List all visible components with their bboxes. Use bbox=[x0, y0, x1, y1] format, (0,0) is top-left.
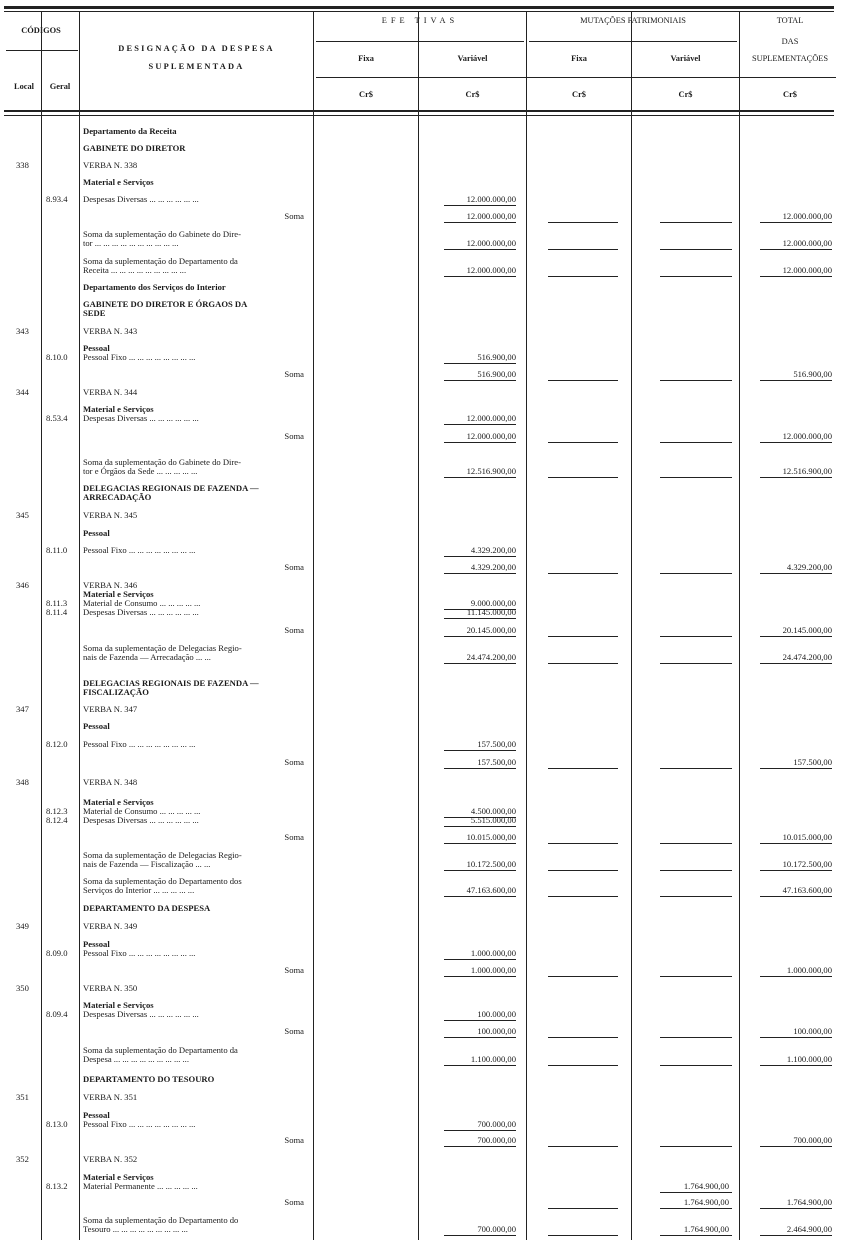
expense-description: Despesa ... ... ... ... ... ... ... ... ... bbox=[83, 1054, 189, 1064]
expense-description: ARRECADAÇÃO bbox=[83, 492, 152, 502]
code-geral: 8.10.0 bbox=[46, 352, 68, 362]
blank-underline bbox=[660, 573, 732, 574]
expense-description: Departamento da Receita bbox=[83, 126, 177, 136]
blank-underline bbox=[660, 976, 732, 977]
soma-label: Soma bbox=[284, 431, 304, 441]
expense-description: Despesas Diversas ... ... ... ... ... ... bbox=[83, 194, 199, 204]
amount-efetiva-variavel: 157.500,00 bbox=[477, 757, 516, 767]
amount-underline bbox=[760, 573, 832, 574]
amount-efetiva-variavel: 700.000,00 bbox=[477, 1135, 516, 1145]
blank-underline bbox=[660, 1065, 732, 1066]
amount-total: 24.474.200,00 bbox=[782, 652, 832, 662]
amount-underline bbox=[444, 1235, 516, 1236]
soma-label: Soma bbox=[284, 1026, 304, 1036]
amount-underline bbox=[444, 1146, 516, 1147]
amount-underline bbox=[444, 959, 516, 960]
amount-efetiva-variavel: 12.000.000,00 bbox=[466, 265, 516, 275]
top-rule bbox=[4, 6, 834, 9]
expense-description: Material de Consumo ... ... ... ... ... bbox=[83, 806, 201, 816]
amount-efetiva-variavel: 12.000.000,00 bbox=[466, 431, 516, 441]
amount-efetiva-variavel: 700.000,00 bbox=[477, 1119, 516, 1129]
expense-description: Soma da suplementação de Delegacias Regio- bbox=[83, 850, 242, 860]
blank-underline bbox=[660, 380, 732, 381]
code-geral: 8.09.0 bbox=[46, 948, 68, 958]
expense-description: Material e Serviços bbox=[83, 1172, 154, 1182]
expense-description: Tesouro ... ... ... ... ... ... ... ... ... bbox=[83, 1224, 188, 1234]
column-divider bbox=[526, 12, 527, 1240]
amount-efetiva-variavel: 47.163.600,00 bbox=[466, 885, 516, 895]
code-local: 349 bbox=[16, 921, 29, 931]
expense-description: Pessoal bbox=[83, 1110, 110, 1120]
amount-underline bbox=[444, 363, 516, 364]
blank-underline bbox=[660, 276, 732, 277]
header-designacao-line2: SUPLEMENTADA bbox=[148, 62, 245, 71]
amount-underline bbox=[444, 1065, 516, 1066]
amount-underline bbox=[660, 1235, 732, 1236]
expense-description: Pessoal bbox=[83, 939, 110, 949]
expense-description: VERBA N. 350 bbox=[83, 983, 138, 993]
header-fixa-mutacoes: Fixa bbox=[571, 54, 587, 63]
amount-total: 157.500,00 bbox=[793, 757, 832, 767]
header-codigos: CÓDIGOS bbox=[21, 26, 61, 35]
expense-description: Material e Serviços bbox=[83, 404, 154, 414]
amount-underline bbox=[444, 750, 516, 751]
expense-description: Pessoal bbox=[83, 528, 110, 538]
expense-description: Despesas Diversas ... ... ... ... ... ... bbox=[83, 1009, 199, 1019]
expense-description: Soma da suplementação do Departamento da bbox=[83, 1045, 238, 1055]
blank-underline bbox=[548, 442, 618, 443]
amount-efetiva-variavel: 20.145.000,00 bbox=[466, 625, 516, 635]
amount-total: 1.000.000,00 bbox=[786, 965, 832, 975]
amount-underline bbox=[760, 663, 832, 664]
expense-description: DEPARTAMENTO DA DESPESA bbox=[83, 903, 211, 913]
amount-underline bbox=[760, 1146, 832, 1147]
code-geral: 8.09.4 bbox=[46, 1009, 68, 1019]
expense-description: Soma da suplementação do Departamento do bbox=[83, 1215, 239, 1225]
amount-underline bbox=[760, 636, 832, 637]
expense-description: VERBA N. 346 bbox=[83, 580, 138, 590]
blank-underline bbox=[548, 276, 618, 277]
amount-underline bbox=[444, 573, 516, 574]
code-geral: 8.53.4 bbox=[46, 413, 68, 423]
blank-underline bbox=[548, 870, 618, 871]
expense-description: Pessoal Fixo ... ... ... ... ... ... ... ... bbox=[83, 948, 196, 958]
amount-total: 10.015.000,00 bbox=[782, 832, 832, 842]
blank-underline bbox=[660, 222, 732, 223]
blank-underline bbox=[548, 663, 618, 664]
header-mutacoes: MUTAÇÕES PATRIMONIAIS bbox=[580, 16, 686, 25]
expense-description: Material Permanente ... ... ... ... ... bbox=[83, 1181, 198, 1191]
amount-underline bbox=[660, 1208, 732, 1209]
amount-efetiva-variavel: 100.000,00 bbox=[477, 1009, 516, 1019]
amount-efetiva-variavel: 12.000.000,00 bbox=[466, 413, 516, 423]
blank-underline bbox=[660, 870, 732, 871]
amount-total: 12.000.000,00 bbox=[782, 211, 832, 221]
blank-underline bbox=[548, 222, 618, 223]
expense-description: Material e Serviços bbox=[83, 1000, 154, 1010]
code-local: 344 bbox=[16, 387, 29, 397]
amount-underline bbox=[444, 249, 516, 250]
amount-total: 4.329.200,00 bbox=[786, 562, 832, 572]
amount-underline bbox=[760, 1065, 832, 1066]
expense-description: Pessoal Fixo ... ... ... ... ... ... ... ... bbox=[83, 1119, 196, 1129]
header-total-line2: DAS bbox=[781, 37, 799, 46]
expense-description: nais de Fazenda — Fiscalização ... ... bbox=[83, 859, 211, 869]
header-bottom-rule-thin bbox=[4, 115, 834, 116]
amount-underline bbox=[444, 477, 516, 478]
amount-efetiva-variavel: 12.000.000,00 bbox=[466, 238, 516, 248]
expense-description: Soma da suplementação do Departamento da bbox=[83, 256, 238, 266]
amount-underline bbox=[444, 843, 516, 844]
header-currency-5: Cr$ bbox=[783, 90, 797, 99]
expense-description: VERBA N. 343 bbox=[83, 326, 138, 336]
amount-underline bbox=[760, 768, 832, 769]
expense-description: nais de Fazenda — Arrecadação ... ... bbox=[83, 652, 211, 662]
expense-description: Pessoal Fixo ... ... ... ... ... ... ... ... bbox=[83, 545, 196, 555]
header-currency-3: Cr$ bbox=[572, 90, 586, 99]
blank-underline bbox=[660, 477, 732, 478]
expense-description: Material e Serviços bbox=[83, 589, 154, 599]
amount-underline bbox=[444, 826, 516, 827]
soma-label: Soma bbox=[284, 832, 304, 842]
soma-label: Soma bbox=[284, 965, 304, 975]
amount-efetiva-variavel: 157.500,00 bbox=[477, 739, 516, 749]
amount-underline bbox=[444, 1020, 516, 1021]
amount-underline bbox=[444, 424, 516, 425]
blank-underline bbox=[548, 1208, 618, 1209]
amount-underline bbox=[760, 870, 832, 871]
expense-description: VERBA N. 338 bbox=[83, 160, 138, 170]
amount-mutacao-variavel: 1.764.900,00 bbox=[683, 1181, 729, 1191]
soma-label: Soma bbox=[284, 1135, 304, 1145]
blank-underline bbox=[660, 843, 732, 844]
header-variavel-efetivas: Variável bbox=[457, 54, 488, 63]
expense-description: VERBA N. 345 bbox=[83, 510, 138, 520]
amount-underline bbox=[444, 1037, 516, 1038]
amount-underline bbox=[444, 896, 516, 897]
expense-description: VERBA N. 349 bbox=[83, 921, 138, 931]
amount-underline bbox=[760, 896, 832, 897]
code-geral: 8.13.0 bbox=[46, 1119, 68, 1129]
amount-efetiva-variavel: 11.145.000,00 bbox=[466, 607, 516, 617]
blank-underline bbox=[548, 768, 618, 769]
amount-total: 700.000,00 bbox=[793, 1135, 832, 1145]
code-local: 338 bbox=[16, 160, 29, 170]
code-local: 345 bbox=[16, 510, 29, 520]
blank-underline bbox=[660, 442, 732, 443]
header-currency-2: Cr$ bbox=[465, 90, 480, 99]
blank-underline bbox=[548, 636, 618, 637]
expense-description: Soma da suplementação do Gabinete do Dire- bbox=[83, 457, 241, 467]
header-total-line3: SUPLEMENTAÇÕES bbox=[751, 54, 829, 63]
amount-underline bbox=[444, 976, 516, 977]
amount-efetiva-variavel: 9.000.000,00 bbox=[470, 598, 516, 608]
expense-description: DELEGACIAS REGIONAIS DE FAZENDA — bbox=[83, 678, 259, 688]
amount-total: 20.145.000,00 bbox=[782, 625, 832, 635]
expense-description: VERBA N. 348 bbox=[83, 777, 138, 787]
amount-efetiva-variavel: 516.900,00 bbox=[477, 369, 516, 379]
expense-description: Pessoal bbox=[83, 343, 110, 353]
amount-total: 12.000.000,00 bbox=[782, 238, 832, 248]
amount-total: 516.900,00 bbox=[793, 369, 832, 379]
blank-underline bbox=[660, 1037, 732, 1038]
amount-underline bbox=[444, 380, 516, 381]
blank-underline bbox=[548, 477, 618, 478]
amount-mutacao-variavel: 1.764.900,00 bbox=[683, 1224, 729, 1234]
expense-description: Material e Serviços bbox=[83, 177, 154, 187]
amount-efetiva-variavel: 5.515.000,00 bbox=[470, 815, 516, 825]
expense-description: Pessoal Fixo ... ... ... ... ... ... ... ... bbox=[83, 739, 196, 749]
expense-description: Soma da suplementação do Departamento dos bbox=[83, 876, 242, 886]
soma-label: Soma bbox=[284, 757, 304, 767]
amount-efetiva-variavel: 12.000.000,00 bbox=[466, 211, 516, 221]
amount-underline bbox=[444, 636, 516, 637]
amount-total: 12.000.000,00 bbox=[782, 265, 832, 275]
header-geral: Geral bbox=[49, 82, 71, 91]
blank-underline bbox=[660, 663, 732, 664]
blank-underline bbox=[548, 1065, 618, 1066]
efetivas-underline bbox=[316, 41, 524, 42]
code-geral: 8.12.4 bbox=[46, 815, 68, 825]
amount-total: 47.163.600,00 bbox=[782, 885, 832, 895]
expense-description: Despesas Diversas ... ... ... ... ... ... bbox=[83, 815, 199, 825]
expense-description: GABINETE DO DIRETOR E ÓRGAOS DA bbox=[83, 299, 248, 309]
amount-underline bbox=[760, 276, 832, 277]
expense-description: VERBA N. 344 bbox=[83, 387, 138, 397]
amount-total: 10.172.500,00 bbox=[782, 859, 832, 869]
blank-underline bbox=[548, 1235, 618, 1236]
amount-total: 12.000.000,00 bbox=[782, 431, 832, 441]
amount-efetiva-variavel: 24.474.200,00 bbox=[466, 652, 516, 662]
expense-description: Soma da suplementação de Delegacias Regio- bbox=[83, 643, 242, 653]
code-geral: 8.12.0 bbox=[46, 739, 68, 749]
amount-efetiva-variavel: 100.000,00 bbox=[477, 1026, 516, 1036]
header-local: Local bbox=[13, 82, 34, 91]
code-local: 351 bbox=[16, 1092, 29, 1102]
expense-description: SEDE bbox=[83, 308, 106, 318]
amount-total: 1.764.900,00 bbox=[786, 1197, 832, 1207]
column-divider bbox=[79, 12, 80, 1240]
amount-underline bbox=[444, 442, 516, 443]
amount-underline bbox=[760, 249, 832, 250]
blank-underline bbox=[548, 1037, 618, 1038]
amount-mutacao-variavel: 1.764.900,00 bbox=[683, 1197, 729, 1207]
header-total-line1: TOTAL bbox=[776, 16, 804, 25]
amount-underline bbox=[760, 843, 832, 844]
expense-description: tor e Órgãos da Sede ... ... ... ... ... bbox=[83, 466, 198, 476]
code-geral: 8.11.3 bbox=[46, 598, 68, 608]
expense-description: VERBA N. 347 bbox=[83, 704, 138, 714]
top-rule-thin bbox=[4, 11, 834, 12]
header-bottom-rule bbox=[4, 110, 834, 112]
amount-underline bbox=[760, 976, 832, 977]
column-divider bbox=[739, 12, 740, 1240]
amount-efetiva-variavel: 1.000.000,00 bbox=[470, 948, 516, 958]
blank-underline bbox=[660, 1146, 732, 1147]
header-currency-1: Cr$ bbox=[359, 90, 373, 99]
header-fixa-efetivas: Fixa bbox=[358, 54, 374, 63]
soma-label: Soma bbox=[284, 562, 304, 572]
code-geral: 8.12.3 bbox=[46, 806, 68, 816]
expense-description: DEPARTAMENTO DO TESOURO bbox=[83, 1074, 215, 1084]
code-local: 346 bbox=[16, 580, 29, 590]
soma-label: Soma bbox=[284, 1197, 304, 1207]
amount-total: 2.464.900,00 bbox=[786, 1224, 832, 1234]
column-divider bbox=[418, 12, 419, 1240]
code-local: 347 bbox=[16, 704, 29, 714]
amount-efetiva-variavel: 700.000,00 bbox=[477, 1224, 516, 1234]
header-currency-4: Cr$ bbox=[678, 90, 693, 99]
amount-total: 1.100.000,00 bbox=[786, 1054, 832, 1064]
amount-underline bbox=[760, 380, 832, 381]
expense-description: Soma da suplementação do Gabinete do Dire- bbox=[83, 229, 241, 239]
amount-underline bbox=[444, 556, 516, 557]
blank-underline bbox=[660, 768, 732, 769]
expense-description: tor ... ... ... ... ... ... ... ... ... ... bbox=[83, 238, 179, 248]
expense-description: Despesas Diversas ... ... ... ... ... ... bbox=[83, 607, 199, 617]
blank-underline bbox=[548, 573, 618, 574]
column-divider bbox=[313, 12, 314, 1240]
expense-description: Receita ... ... ... ... ... ... ... ... ... bbox=[83, 265, 187, 275]
codigos-underline bbox=[6, 50, 78, 51]
amount-underline bbox=[444, 1130, 516, 1131]
amount-efetiva-variavel: 12.000.000,00 bbox=[466, 194, 516, 204]
code-geral: 8.13.2 bbox=[46, 1181, 68, 1191]
expense-description: FISCALIZAÇÃO bbox=[83, 687, 149, 697]
header-variavel-mutacoes: Variável bbox=[670, 54, 701, 63]
code-local: 350 bbox=[16, 983, 29, 993]
amount-underline bbox=[760, 477, 832, 478]
expense-description: Serviços do Interior ... ... ... ... ... bbox=[83, 885, 195, 895]
blank-underline bbox=[548, 976, 618, 977]
code-local: 348 bbox=[16, 777, 29, 787]
amount-underline bbox=[760, 1235, 832, 1236]
blank-underline bbox=[660, 896, 732, 897]
expense-description: Material e Serviços bbox=[83, 797, 154, 807]
blank-underline bbox=[660, 249, 732, 250]
amount-underline bbox=[760, 222, 832, 223]
code-geral: 8.11.4 bbox=[46, 607, 68, 617]
mutacoes-underline bbox=[529, 41, 737, 42]
expense-description: VERBA N. 352 bbox=[83, 1154, 138, 1164]
expense-description: Pessoal Fixo ... ... ... ... ... ... ... ... bbox=[83, 352, 196, 362]
subheader-underline bbox=[316, 77, 836, 78]
amount-underline bbox=[660, 1192, 732, 1193]
code-local: 352 bbox=[16, 1154, 29, 1164]
column-divider bbox=[41, 12, 42, 1240]
amount-underline bbox=[444, 618, 516, 619]
code-local: 343 bbox=[16, 326, 29, 336]
soma-label: Soma bbox=[284, 369, 304, 379]
amount-underline bbox=[444, 663, 516, 664]
blank-underline bbox=[548, 843, 618, 844]
blank-underline bbox=[660, 636, 732, 637]
amount-underline bbox=[444, 276, 516, 277]
blank-underline bbox=[548, 1146, 618, 1147]
expense-description: Pessoal bbox=[83, 721, 110, 731]
soma-label: Soma bbox=[284, 625, 304, 635]
amount-total: 100.000,00 bbox=[793, 1026, 832, 1036]
expense-description: Despesas Diversas ... ... ... ... ... ... bbox=[83, 413, 199, 423]
amount-underline bbox=[760, 1208, 832, 1209]
blank-underline bbox=[548, 896, 618, 897]
header-efetivas: EFE TIVAS bbox=[381, 16, 459, 25]
expense-description: VERBA N. 351 bbox=[83, 1092, 138, 1102]
amount-underline bbox=[444, 222, 516, 223]
amount-underline bbox=[760, 442, 832, 443]
blank-underline bbox=[548, 249, 618, 250]
expense-description: Material de Consumo ... ... ... ... ... bbox=[83, 598, 201, 608]
expense-description: GABINETE DO DIRETOR bbox=[83, 143, 186, 153]
amount-efetiva-variavel: 1.000.000,00 bbox=[470, 965, 516, 975]
column-divider bbox=[631, 12, 632, 1240]
amount-efetiva-variavel: 4.329.200,00 bbox=[470, 562, 516, 572]
blank-underline bbox=[548, 380, 618, 381]
soma-label: Soma bbox=[284, 211, 304, 221]
amount-underline bbox=[444, 870, 516, 871]
code-geral: 8.11.0 bbox=[46, 545, 68, 555]
amount-efetiva-variavel: 4.500.000,00 bbox=[470, 806, 516, 816]
amount-underline bbox=[760, 1037, 832, 1038]
expense-description: Departamento dos Serviços do Interior bbox=[83, 282, 226, 292]
amount-efetiva-variavel: 10.015.000,00 bbox=[466, 832, 516, 842]
amount-underline bbox=[444, 205, 516, 206]
amount-efetiva-variavel: 4.329.200,00 bbox=[470, 545, 516, 555]
amount-efetiva-variavel: 516.900,00 bbox=[477, 352, 516, 362]
amount-efetiva-variavel: 10.172.500,00 bbox=[466, 859, 516, 869]
header-designacao-line1: DESIGNAÇÃO DA DESPESA bbox=[118, 44, 275, 53]
code-geral: 8.93.4 bbox=[46, 194, 68, 204]
amount-total: 12.516.900,00 bbox=[782, 466, 832, 476]
amount-underline bbox=[444, 768, 516, 769]
amount-efetiva-variavel: 12.516.900,00 bbox=[466, 466, 516, 476]
amount-efetiva-variavel: 1.100.000,00 bbox=[470, 1054, 516, 1064]
expense-description: DELEGACIAS REGIONAIS DE FAZENDA — bbox=[83, 483, 259, 493]
